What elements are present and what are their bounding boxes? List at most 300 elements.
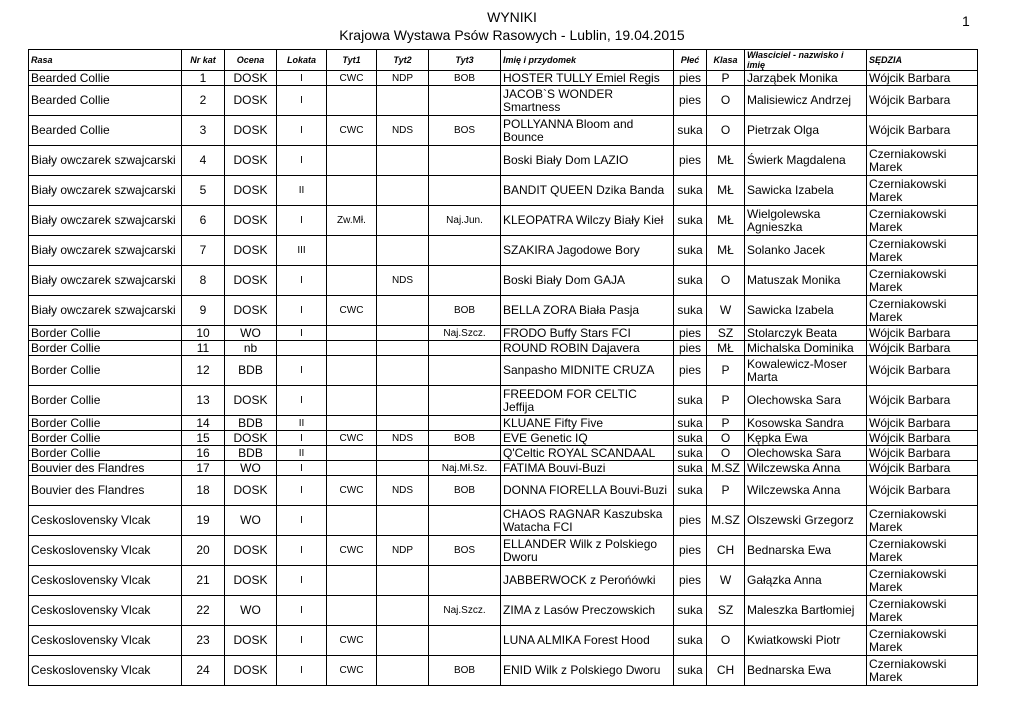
- placement-cell: II: [277, 176, 327, 206]
- rating-cell: DOSK: [225, 566, 277, 596]
- header-row: [29, 50, 978, 71]
- catalog-number-cell: 8: [182, 266, 225, 296]
- col-header: Rasa: [29, 50, 182, 71]
- title1-cell: CWC: [327, 476, 377, 506]
- title1-cell: [327, 236, 377, 266]
- sex-cell: suka: [674, 296, 707, 326]
- rating-cell: DOSK: [225, 626, 277, 656]
- catalog-number-cell: 12: [182, 356, 225, 386]
- placement-cell: I: [277, 356, 327, 386]
- title3-cell: Naj.Szcz.: [429, 596, 501, 626]
- class-cell: M.SZ: [707, 506, 745, 536]
- dog-name-cell: DONNA FIORELLA Bouvi-Buzi: [501, 476, 674, 506]
- title2-cell: [377, 446, 429, 461]
- judge-cell: Czerniakowski Marek: [867, 176, 978, 206]
- rating-cell: nb: [225, 341, 277, 356]
- placement-cell: I: [277, 116, 327, 146]
- rating-cell: DOSK: [225, 476, 277, 506]
- judge-cell: Wójcik Barbara: [867, 431, 978, 446]
- title2-cell: [377, 416, 429, 431]
- dog-name-cell: KLEOPATRA Wilczy Biały Kieł: [501, 206, 674, 236]
- rating-cell: WO: [225, 506, 277, 536]
- owner-cell: Wilczewska Anna: [745, 461, 867, 476]
- table-row: [29, 566, 978, 596]
- sex-cell: suka: [674, 266, 707, 296]
- table-body: [29, 71, 978, 686]
- title2-cell: NDP: [377, 536, 429, 566]
- table-row: [29, 206, 978, 236]
- rating-cell: DOSK: [225, 266, 277, 296]
- catalog-number-cell: 13: [182, 386, 225, 416]
- rating-cell: DOSK: [225, 431, 277, 446]
- judge-cell: Czerniakowski Marek: [867, 296, 978, 326]
- dog-name-cell: EVE Genetic IQ: [501, 431, 674, 446]
- rating-cell: DOSK: [225, 146, 277, 176]
- placement-cell: I: [277, 296, 327, 326]
- table-row: [29, 626, 978, 656]
- title3-cell: [429, 506, 501, 536]
- sex-cell: suka: [674, 176, 707, 206]
- owner-cell: Sawicka Izabela: [745, 176, 867, 206]
- rating-cell: DOSK: [225, 236, 277, 266]
- placement-cell: I: [277, 71, 327, 86]
- breed-cell: Border Collie: [29, 416, 182, 431]
- judge-cell: Czerniakowski Marek: [867, 146, 978, 176]
- table-row: [29, 386, 978, 416]
- class-cell: MŁ: [707, 206, 745, 236]
- placement-cell: II: [277, 446, 327, 461]
- title2-cell: [377, 566, 429, 596]
- dog-name-cell: BANDIT QUEEN Dzika Banda: [501, 176, 674, 206]
- title3-cell: [429, 386, 501, 416]
- catalog-number-cell: 3: [182, 116, 225, 146]
- placement-cell: I: [277, 626, 327, 656]
- judge-cell: Czerniakowski Marek: [867, 626, 978, 656]
- owner-cell: Bednarska Ewa: [745, 536, 867, 566]
- title3-cell: BOB: [429, 431, 501, 446]
- title1-cell: [327, 176, 377, 206]
- col-header: SĘDZIA: [867, 50, 978, 71]
- owner-cell: Olechowska Sara: [745, 386, 867, 416]
- title1-cell: [327, 416, 377, 431]
- catalog-number-cell: 21: [182, 566, 225, 596]
- rating-cell: DOSK: [225, 386, 277, 416]
- placement-cell: I: [277, 506, 327, 536]
- placement-cell: I: [277, 431, 327, 446]
- dog-name-cell: BELLA ZORA Biała Pasja: [501, 296, 674, 326]
- dog-name-cell: FRODO Buffy Stars FCI: [501, 326, 674, 341]
- catalog-number-cell: 20: [182, 536, 225, 566]
- placement-cell: I: [277, 86, 327, 116]
- breed-cell: Biały owczarek szwajcarski: [29, 206, 182, 236]
- placement-cell: I: [277, 266, 327, 296]
- col-header: Płeć: [674, 50, 707, 71]
- catalog-number-cell: 5: [182, 176, 225, 206]
- col-header: Własciciel - nazwisko i imię: [745, 50, 867, 71]
- placement-cell: II: [277, 416, 327, 431]
- table-row: [29, 296, 978, 326]
- breed-cell: Border Collie: [29, 431, 182, 446]
- owner-cell: Maleszka Bartłomiej: [745, 596, 867, 626]
- class-cell: SZ: [707, 596, 745, 626]
- title3-cell: Naj.Jun.: [429, 206, 501, 236]
- judge-cell: Wójcik Barbara: [867, 356, 978, 386]
- sex-cell: pies: [674, 146, 707, 176]
- catalog-number-cell: 17: [182, 461, 225, 476]
- title3-cell: [429, 416, 501, 431]
- class-cell: CH: [707, 536, 745, 566]
- class-cell: W: [707, 296, 745, 326]
- judge-cell: Wójcik Barbara: [867, 446, 978, 461]
- sex-cell: pies: [674, 71, 707, 86]
- document-subtitle: Krajowa Wystawa Psów Rasowych - Lublin, 19.04.2015: [339, 27, 685, 43]
- breed-cell: Border Collie: [29, 326, 182, 341]
- title2-cell: [377, 296, 429, 326]
- dog-name-cell: ELLANDER Wilk z Polskiego Dworu: [501, 536, 674, 566]
- table-row: [29, 431, 978, 446]
- breed-cell: Ceskoslovensky Vlcak: [29, 566, 182, 596]
- class-cell: O: [707, 446, 745, 461]
- title3-cell: BOB: [429, 476, 501, 506]
- rating-cell: WO: [225, 461, 277, 476]
- catalog-number-cell: 22: [182, 596, 225, 626]
- col-header: Nr kat: [182, 50, 225, 71]
- judge-cell: Czerniakowski Marek: [867, 506, 978, 536]
- title2-cell: [377, 206, 429, 236]
- sex-cell: suka: [674, 656, 707, 686]
- table-row: [29, 356, 978, 386]
- class-cell: M.SZ: [707, 461, 745, 476]
- class-cell: P: [707, 386, 745, 416]
- title3-cell: [429, 626, 501, 656]
- dog-name-cell: JABBERWOCK z Perońówki: [501, 566, 674, 596]
- title1-cell: CWC: [327, 431, 377, 446]
- judge-cell: Czerniakowski Marek: [867, 596, 978, 626]
- title3-cell: BOS: [429, 536, 501, 566]
- dog-name-cell: HOSTER TULLY Emiel Regis: [501, 71, 674, 86]
- title1-cell: CWC: [327, 536, 377, 566]
- title3-cell: [429, 356, 501, 386]
- dog-name-cell: Q'Celtic ROYAL SCANDAAL: [501, 446, 674, 461]
- title2-cell: NDS: [377, 431, 429, 446]
- rating-cell: DOSK: [225, 536, 277, 566]
- col-header: Klasa: [707, 50, 745, 71]
- class-cell: O: [707, 116, 745, 146]
- breed-cell: Ceskoslovensky Vlcak: [29, 536, 182, 566]
- table-row: [29, 326, 978, 341]
- judge-cell: Czerniakowski Marek: [867, 206, 978, 236]
- catalog-number-cell: 24: [182, 656, 225, 686]
- title2-cell: [377, 86, 429, 116]
- judge-cell: Czerniakowski Marek: [867, 236, 978, 266]
- rating-cell: DOSK: [225, 86, 277, 116]
- sex-cell: suka: [674, 626, 707, 656]
- class-cell: O: [707, 266, 745, 296]
- owner-cell: Wilczewska Anna: [745, 476, 867, 506]
- dog-name-cell: SZAKIRA Jagodowe Bory: [501, 236, 674, 266]
- col-header: Lokata: [277, 50, 327, 71]
- title1-cell: CWC: [327, 626, 377, 656]
- class-cell: CH: [707, 656, 745, 686]
- judge-cell: Czerniakowski Marek: [867, 536, 978, 566]
- sex-cell: suka: [674, 596, 707, 626]
- catalog-number-cell: 10: [182, 326, 225, 341]
- placement-cell: I: [277, 476, 327, 506]
- breed-cell: Border Collie: [29, 341, 182, 356]
- judge-cell: Wójcik Barbara: [867, 116, 978, 146]
- title2-cell: [377, 356, 429, 386]
- title3-cell: Naj.Mł.Sz.: [429, 461, 501, 476]
- title3-cell: [429, 446, 501, 461]
- dog-name-cell: CHAOS RAGNAR Kaszubska Watacha FCI: [501, 506, 674, 536]
- title3-cell: [429, 86, 501, 116]
- catalog-number-cell: 7: [182, 236, 225, 266]
- judge-cell: Wójcik Barbara: [867, 386, 978, 416]
- rating-cell: DOSK: [225, 176, 277, 206]
- title1-cell: [327, 341, 377, 356]
- dog-name-cell: Sanpasho MIDNITE CRUZA: [501, 356, 674, 386]
- catalog-number-cell: 16: [182, 446, 225, 461]
- col-header: Tyt3: [429, 50, 501, 71]
- placement-cell: I: [277, 566, 327, 596]
- title2-cell: NDP: [377, 71, 429, 86]
- breed-cell: Border Collie: [29, 386, 182, 416]
- table-row: [29, 416, 978, 431]
- placement-cell: III: [277, 236, 327, 266]
- class-cell: O: [707, 626, 745, 656]
- catalog-number-cell: 11: [182, 341, 225, 356]
- title2-cell: [377, 176, 429, 206]
- placement-cell: I: [277, 656, 327, 686]
- sex-cell: pies: [674, 326, 707, 341]
- sex-cell: suka: [674, 461, 707, 476]
- rating-cell: WO: [225, 596, 277, 626]
- title3-cell: BOB: [429, 296, 501, 326]
- catalog-number-cell: 4: [182, 146, 225, 176]
- sex-cell: suka: [674, 236, 707, 266]
- owner-cell: Świerk Magdalena: [745, 146, 867, 176]
- dog-name-cell: LUNA ALMIKA Forest Hood: [501, 626, 674, 656]
- breed-cell: Border Collie: [29, 356, 182, 386]
- table-row: [29, 506, 978, 536]
- title2-cell: [377, 236, 429, 266]
- title3-cell: [429, 146, 501, 176]
- breed-cell: Biały owczarek szwajcarski: [29, 146, 182, 176]
- table-row: [29, 341, 978, 356]
- class-cell: MŁ: [707, 341, 745, 356]
- breed-cell: Bouvier des Flandres: [29, 476, 182, 506]
- owner-cell: Solanko Jacek: [745, 236, 867, 266]
- dog-name-cell: ENID Wilk z Polskiego Dworu: [501, 656, 674, 686]
- dog-name-cell: ROUND ROBIN Dajavera: [501, 341, 674, 356]
- catalog-number-cell: 15: [182, 431, 225, 446]
- title2-cell: [377, 386, 429, 416]
- sex-cell: pies: [674, 566, 707, 596]
- title3-cell: BOB: [429, 656, 501, 686]
- owner-cell: Gałązka Anna: [745, 566, 867, 596]
- col-header: Tyt1: [327, 50, 377, 71]
- owner-cell: Michalska Dominika: [745, 341, 867, 356]
- owner-cell: Pietrzak Olga: [745, 116, 867, 146]
- table-row: [29, 116, 978, 146]
- rating-cell: DOSK: [225, 296, 277, 326]
- placement-cell: I: [277, 146, 327, 176]
- placement-cell: I: [277, 536, 327, 566]
- title2-cell: [377, 506, 429, 536]
- class-cell: MŁ: [707, 176, 745, 206]
- document-title: WYNIKI: [487, 9, 537, 25]
- sex-cell: pies: [674, 341, 707, 356]
- title1-cell: CWC: [327, 116, 377, 146]
- title2-cell: NDS: [377, 116, 429, 146]
- sex-cell: suka: [674, 416, 707, 431]
- title2-cell: [377, 596, 429, 626]
- rating-cell: WO: [225, 326, 277, 341]
- breed-cell: Bearded Collie: [29, 86, 182, 116]
- title3-cell: [429, 341, 501, 356]
- table-row: [29, 266, 978, 296]
- judge-cell: Wójcik Barbara: [867, 326, 978, 341]
- title1-cell: [327, 326, 377, 341]
- col-header: Imię i przydomek: [501, 50, 674, 71]
- breed-cell: Ceskoslovensky Vlcak: [29, 626, 182, 656]
- judge-cell: Wójcik Barbara: [867, 416, 978, 431]
- title1-cell: [327, 566, 377, 596]
- owner-cell: Jarząbek Monika: [745, 71, 867, 86]
- sex-cell: suka: [674, 476, 707, 506]
- col-header: Ocena: [225, 50, 277, 71]
- rating-cell: BDB: [225, 356, 277, 386]
- dog-name-cell: Boski Biały Dom LAZIO: [501, 146, 674, 176]
- title2-cell: NDS: [377, 266, 429, 296]
- title2-cell: [377, 341, 429, 356]
- dog-name-cell: KLUANE Fifty Five: [501, 416, 674, 431]
- title3-cell: BOB: [429, 71, 501, 86]
- sex-cell: suka: [674, 206, 707, 236]
- dog-name-cell: ZIMA z Lasów Preczowskich: [501, 596, 674, 626]
- dog-name-cell: POLLYANNA Bloom and Bounce: [501, 116, 674, 146]
- title2-cell: [377, 656, 429, 686]
- dog-name-cell: FATIMA Bouvi-Buzi: [501, 461, 674, 476]
- catalog-number-cell: 23: [182, 626, 225, 656]
- breed-cell: Ceskoslovensky Vlcak: [29, 506, 182, 536]
- catalog-number-cell: 1: [182, 71, 225, 86]
- title1-cell: Zw.Mł.: [327, 206, 377, 236]
- title2-cell: NDS: [377, 476, 429, 506]
- class-cell: MŁ: [707, 236, 745, 266]
- rating-cell: DOSK: [225, 206, 277, 236]
- title3-cell: Naj.Szcz.: [429, 326, 501, 341]
- owner-cell: Kępka Ewa: [745, 431, 867, 446]
- owner-cell: Olechowska Sara: [745, 446, 867, 461]
- judge-cell: Czerniakowski Marek: [867, 266, 978, 296]
- breed-cell: Biały owczarek szwajcarski: [29, 176, 182, 206]
- owner-cell: Kosowska Sandra: [745, 416, 867, 431]
- title1-cell: CWC: [327, 71, 377, 86]
- judge-cell: Wójcik Barbara: [867, 86, 978, 116]
- sex-cell: pies: [674, 506, 707, 536]
- title1-cell: [327, 596, 377, 626]
- table-row: [29, 236, 978, 266]
- class-cell: P: [707, 476, 745, 506]
- table-row: [29, 476, 978, 506]
- title1-cell: [327, 146, 377, 176]
- table-row: [29, 596, 978, 626]
- catalog-number-cell: 14: [182, 416, 225, 431]
- col-header: Tyt2: [377, 50, 429, 71]
- table-row: [29, 461, 978, 476]
- title3-cell: [429, 236, 501, 266]
- rating-cell: BDB: [225, 416, 277, 431]
- breed-cell: Ceskoslovensky Vlcak: [29, 596, 182, 626]
- breed-cell: Biały owczarek szwajcarski: [29, 266, 182, 296]
- owner-cell: Sawicka Izabela: [745, 296, 867, 326]
- rating-cell: BDB: [225, 446, 277, 461]
- title2-cell: [377, 461, 429, 476]
- title1-cell: [327, 461, 377, 476]
- breed-cell: Bearded Collie: [29, 71, 182, 86]
- sex-cell: pies: [674, 86, 707, 116]
- judge-cell: Wójcik Barbara: [867, 71, 978, 86]
- placement-cell: I: [277, 461, 327, 476]
- table-row: [29, 656, 978, 686]
- title3-cell: [429, 566, 501, 596]
- table-row: [29, 146, 978, 176]
- title1-cell: [327, 446, 377, 461]
- placement-cell: I: [277, 326, 327, 341]
- placement-cell: I: [277, 596, 327, 626]
- title1-cell: CWC: [327, 296, 377, 326]
- owner-cell: Malisiewicz Andrzej: [745, 86, 867, 116]
- placement-cell: I: [277, 206, 327, 236]
- dog-name-cell: Boski Biały Dom GAJA: [501, 266, 674, 296]
- catalog-number-cell: 19: [182, 506, 225, 536]
- rating-cell: DOSK: [225, 656, 277, 686]
- breed-cell: Bearded Collie: [29, 116, 182, 146]
- judge-cell: Wójcik Barbara: [867, 476, 978, 506]
- sex-cell: pies: [674, 356, 707, 386]
- table-row: [29, 71, 978, 86]
- catalog-number-cell: 2: [182, 86, 225, 116]
- judge-cell: Wójcik Barbara: [867, 341, 978, 356]
- title3-cell: [429, 176, 501, 206]
- placement-cell: [277, 341, 327, 356]
- title1-cell: [327, 506, 377, 536]
- sex-cell: suka: [674, 116, 707, 146]
- catalog-number-cell: 18: [182, 476, 225, 506]
- breed-cell: Biały owczarek szwajcarski: [29, 236, 182, 266]
- dog-name-cell: FREEDOM FOR CELTIC Jeffija: [501, 386, 674, 416]
- sex-cell: pies: [674, 536, 707, 566]
- page-number: 1: [962, 13, 970, 29]
- title3-cell: [429, 266, 501, 296]
- owner-cell: Olszewski Grzegorz: [745, 506, 867, 536]
- judge-cell: Czerniakowski Marek: [867, 566, 978, 596]
- title2-cell: [377, 146, 429, 176]
- class-cell: O: [707, 86, 745, 116]
- class-cell: O: [707, 431, 745, 446]
- class-cell: P: [707, 71, 745, 86]
- results-table: [28, 49, 978, 686]
- breed-cell: Biały owczarek szwajcarski: [29, 296, 182, 326]
- table-row: [29, 536, 978, 566]
- title2-cell: [377, 326, 429, 341]
- breed-cell: Bouvier des Flandres: [29, 461, 182, 476]
- owner-cell: Matuszak Monika: [745, 266, 867, 296]
- title2-cell: [377, 626, 429, 656]
- catalog-number-cell: 9: [182, 296, 225, 326]
- class-cell: P: [707, 356, 745, 386]
